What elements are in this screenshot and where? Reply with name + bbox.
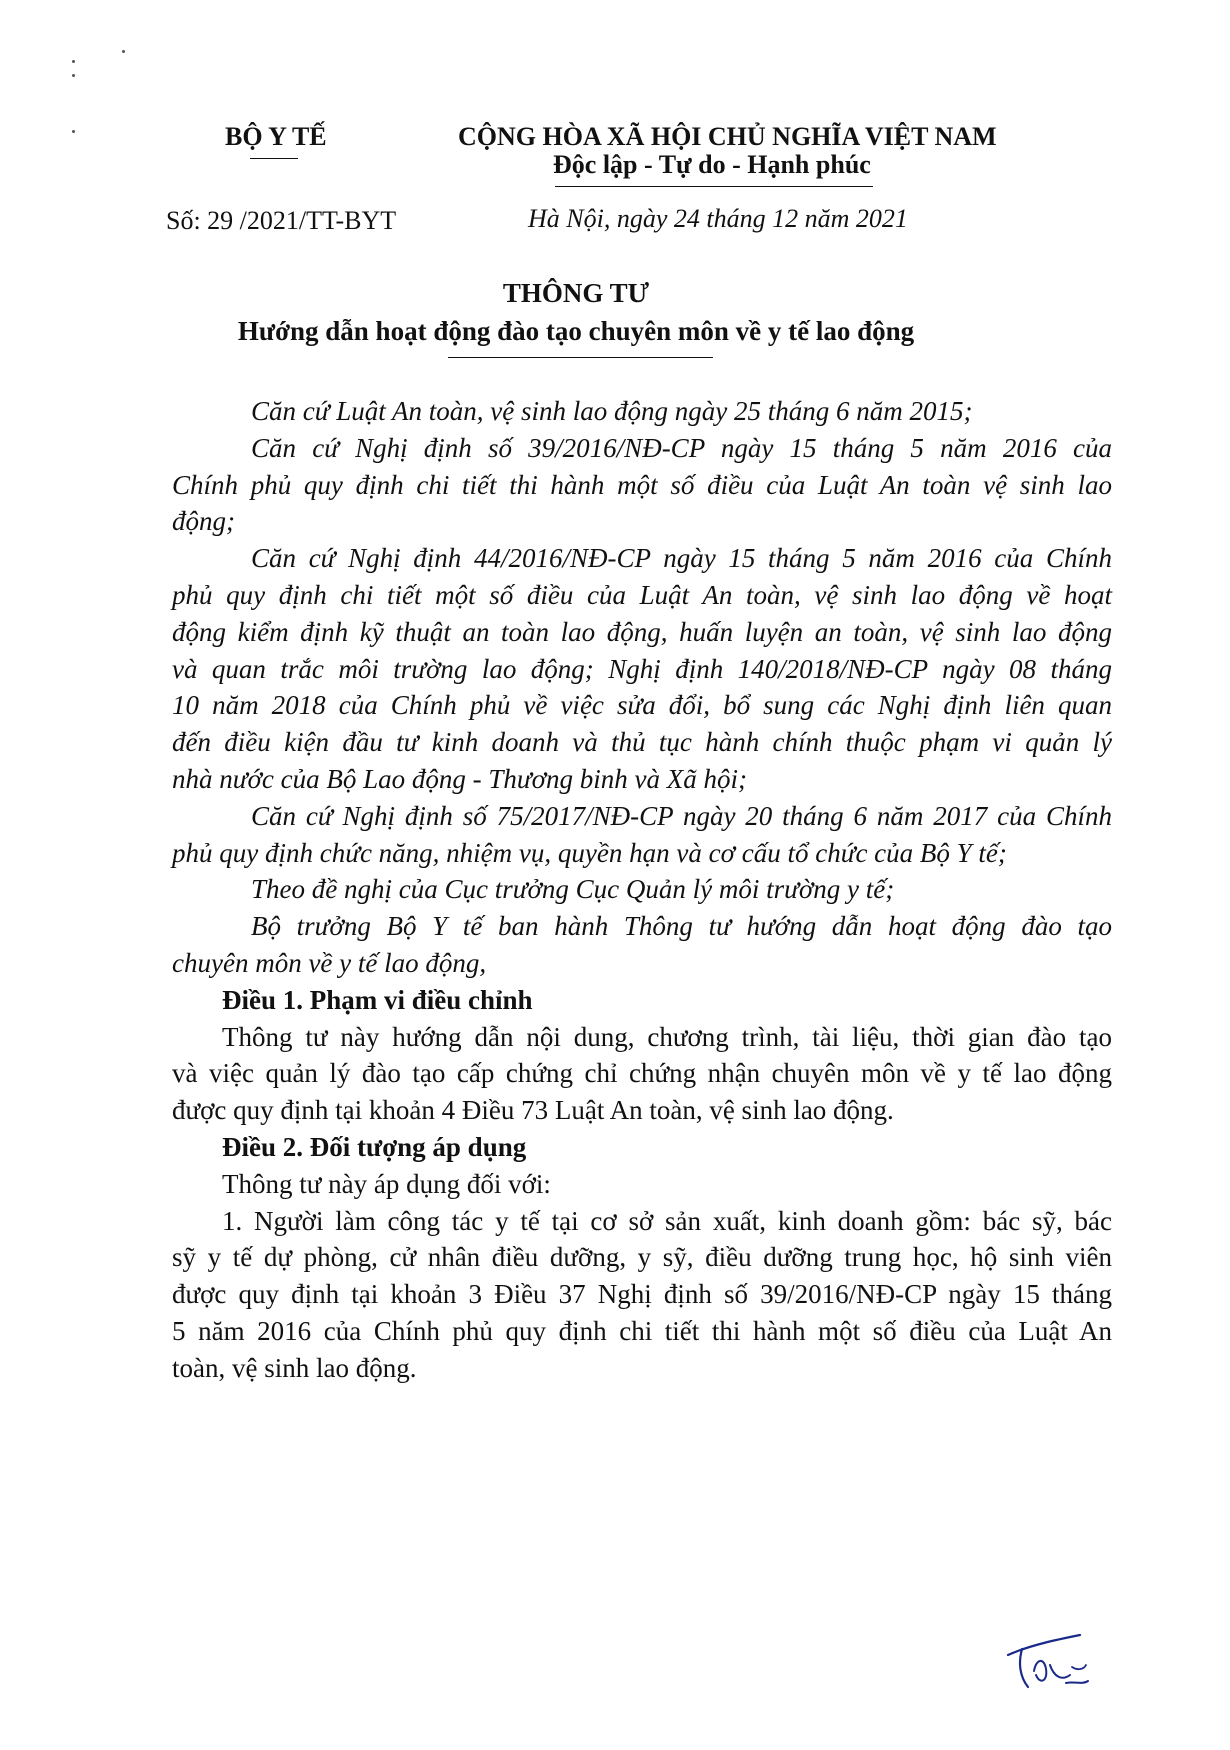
preamble-line: Căn cứ Nghị định số 39/2016/NĐ-CP ngày 15 tháng 5 năm 2016 của (251, 432, 1112, 463)
preamble-line: đến điều kiện đầu tư kinh doanh và thủ tục hành chính thuộc phạm vi quản lý (172, 727, 1112, 758)
article-line: được quy định tại khoản 4 Điều 73 Luật An toàn, vệ sinh lao động. (172, 1095, 894, 1126)
document-subject: Hướng dẫn hoạt động đào tạo chuyên môn về y tế lao động (237, 316, 915, 346)
preamble-line: Căn cứ Nghị định số 75/2017/NĐ-CP ngày 20 tháng 6 năm 2017 của Chính (251, 800, 1112, 831)
place-and-date: Hà Nội, ngày 24 tháng 12 năm 2021 (528, 204, 908, 233)
scan-mark (122, 50, 125, 53)
article-line: được quy định tại khoản 3 Điều 37 Nghị định số 39/2016/NĐ-CP ngày 15 tháng (172, 1279, 1112, 1310)
preamble-line: Chính phủ quy định chi tiết thi hành một số điều của Luật An toàn vệ sinh lao (172, 469, 1112, 500)
scan-mark (72, 130, 75, 133)
article-heading: Điều 1. Phạm vi điều chỉnh (222, 984, 533, 1015)
country-name: CỘNG HÒA XÃ HỘI CHỦ NGHĨA VIỆT NAM (458, 122, 997, 151)
national-motto: Độc lập - Tự do - Hạnh phúc (553, 150, 871, 179)
document-number: Số: 29 /2021/TT-BYT (166, 206, 397, 235)
ministry-underline (250, 158, 298, 159)
article-line: 5 năm 2016 của Chính phủ quy định chi tiết thi hành một số điều của Luật An (172, 1316, 1112, 1346)
preamble-line: và quan trắc môi trường lao động; Nghị định 140/2018/NĐ-CP ngày 08 tháng (172, 653, 1112, 684)
preamble-line: 10 năm 2018 của Chính phủ về việc sửa đổi, bổ sung các Nghị định liên quan (172, 690, 1112, 721)
preamble-line: nhà nước của Bộ Lao động - Thương binh và Xã hội; (172, 764, 747, 794)
ministry-name: BỘ Y TẾ (225, 122, 327, 151)
article-heading: Điều 2. Đối tượng áp dụng (222, 1132, 527, 1162)
preamble-line: động kiểm định kỹ thuật an toàn lao động, huấn luyện an toàn, vệ sinh lao động (172, 616, 1112, 647)
preamble-line: chuyên môn về y tế lao động, (172, 948, 487, 978)
preamble-line: Bộ trưởng Bộ Y tế ban hành Thông tư hướng dẫn hoạt động đào tạo (251, 911, 1112, 942)
document-type: THÔNG TƯ (502, 278, 650, 308)
preamble-line: phủ quy định chi tiết một số điều của Luật An toàn, vệ sinh lao động về hoạt (172, 580, 1112, 610)
article-line: 1. Người làm công tác y tế tại cơ sở sản xuất, kinh doanh gồm: bác sỹ, bác (222, 1205, 1112, 1236)
article-line: sỹ y tế dự phòng, cử nhân điều dưỡng, y sỹ, điều dưỡng trung học, hộ sinh viên (172, 1242, 1112, 1273)
article-line: Thông tư này hướng dẫn nội dung, chương trình, tài liệu, thời gian đào tạo (222, 1021, 1112, 1052)
preamble-line: Căn cứ Nghị định 44/2016/NĐ-CP ngày 15 tháng 5 năm 2016 của Chính (251, 543, 1112, 574)
preamble-line: Theo đề nghị của Cục trưởng Cục Quản lý môi trường y tế; (251, 874, 895, 905)
handwritten-initials (1000, 1625, 1100, 1695)
article-line: và việc quản lý đào tạo cấp chứng chỉ chứng nhận chuyên môn về y tế lao động (172, 1058, 1112, 1089)
preamble-line: phủ quy định chức năng, nhiệm vụ, quyền hạn và cơ cấu tổ chức của Bộ Y tế; (172, 837, 1007, 868)
scan-mark (72, 74, 75, 77)
preamble-line: động; (172, 506, 235, 537)
preamble-line: Căn cứ Luật An toàn, vệ sinh lao động ngày 25 tháng 6 năm 2015; (251, 396, 973, 426)
title-underline (448, 357, 713, 358)
article-line: toàn, vệ sinh lao động. (172, 1352, 417, 1383)
scan-mark (72, 60, 75, 63)
motto-underline (555, 186, 873, 187)
article-line: Thông tư này áp dụng đối với: (222, 1168, 551, 1199)
